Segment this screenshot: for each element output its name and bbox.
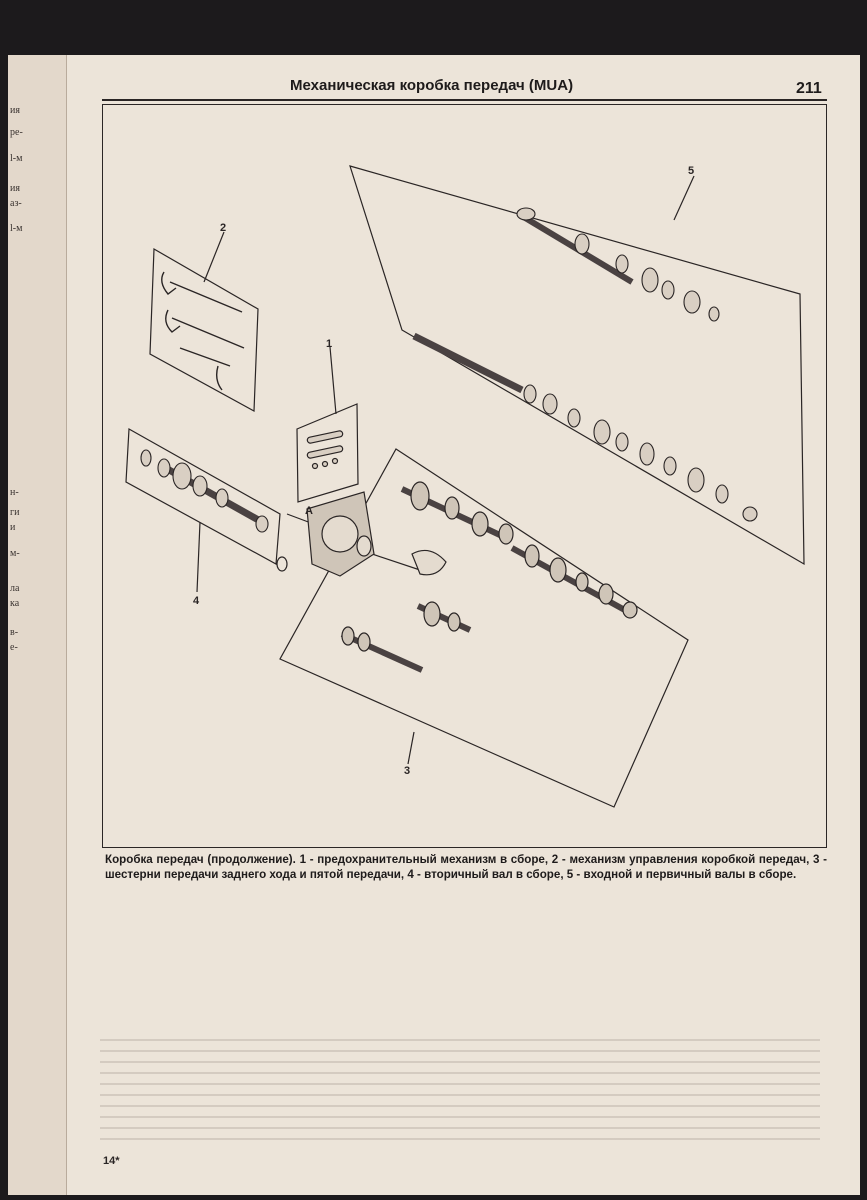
leader-1	[330, 347, 336, 414]
margin-fragment: и	[10, 522, 16, 533]
callout-2: 2	[220, 222, 227, 234]
gearbox-exploded-diagram	[102, 104, 827, 848]
ring	[664, 457, 676, 475]
callout-1: 1	[326, 338, 333, 350]
figure-caption: Коробка передач (продолжение). 1 - предохранительный механизм в сборе, 2 - механизм управления коробкой передач, 3 - шестерни передачи заднего хода и пятой передачи, 4 - вторичный вал в сборе, 5 - входной и первичный валы в сборе.	[105, 853, 827, 881]
synchro	[616, 433, 628, 451]
signature-mark: 14*	[103, 1155, 120, 1167]
gear	[575, 234, 589, 254]
gear	[594, 420, 610, 444]
gear	[684, 291, 700, 313]
leader-5	[674, 176, 694, 220]
margin-fragment: ре-	[10, 127, 23, 138]
group-2-outline	[150, 249, 258, 411]
header-rule	[102, 99, 827, 101]
bearing	[517, 208, 535, 220]
group-4-outline	[126, 429, 280, 564]
callout-4: 4	[193, 595, 200, 607]
gear	[543, 394, 557, 414]
gear	[688, 468, 704, 492]
leader-4	[197, 522, 200, 592]
margin-fragment: в-	[10, 627, 19, 638]
margin-fragment: е-	[10, 642, 18, 653]
margin-fragment: l-м	[10, 223, 23, 234]
margin-fragment: м-	[10, 548, 20, 559]
margin-fragment: н-	[10, 487, 19, 498]
leader-2	[204, 232, 224, 282]
gear	[662, 281, 674, 299]
previous-page-edge	[8, 55, 67, 1195]
page-number: 211	[796, 80, 822, 97]
gear	[642, 268, 658, 292]
margin-fragment: ка	[10, 598, 20, 609]
bleed-through-text	[100, 1030, 820, 1140]
leader-3	[408, 732, 414, 764]
ring	[716, 485, 728, 503]
margin-fragment: ия	[10, 105, 20, 116]
ring	[568, 409, 580, 427]
gear	[640, 443, 654, 465]
bearing	[743, 507, 757, 521]
page-title: Механическая коробка передач (MUA)	[290, 77, 574, 94]
gear	[524, 385, 536, 403]
margin-fragment: ия	[10, 183, 20, 194]
label-A: А	[305, 505, 313, 517]
margin-fragment: ги	[10, 507, 20, 518]
margin-fragment: l-м	[10, 153, 23, 164]
gear	[616, 255, 628, 273]
ring	[709, 307, 719, 321]
callout-3: 3	[404, 765, 411, 777]
margin-fragment: ла	[10, 583, 20, 594]
margin-fragment: аз-	[10, 198, 22, 209]
callout-5: 5	[688, 165, 695, 177]
